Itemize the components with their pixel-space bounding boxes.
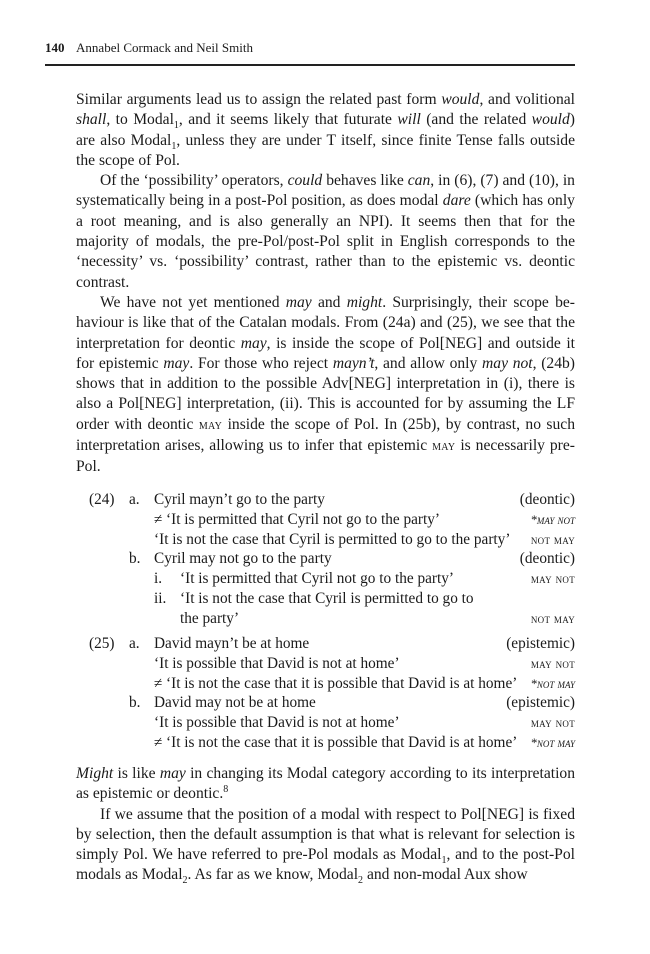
- text-run: , and allow only: [374, 354, 483, 372]
- italic-term: may not: [482, 354, 533, 372]
- page-number: 140: [45, 40, 65, 55]
- text-run: , and it seems likely that futurate: [178, 111, 398, 129]
- example-label: b.: [129, 694, 141, 711]
- example-24-25: [76, 490, 575, 750]
- italic-term: might: [346, 293, 383, 311]
- text-run: in changing its Modal category according to its interpretation as epistemic or deontic.: [76, 765, 575, 803]
- scope-tag: not may: [530, 611, 575, 626]
- italic-term: may: [240, 334, 267, 352]
- text-run: , to Modal: [106, 111, 174, 129]
- italic-term: can: [407, 172, 431, 190]
- text-run: behaves like: [322, 172, 408, 190]
- paragraph-4: [76, 764, 575, 805]
- gloss: ‘It is not the case that it is possible that David is at home’: [166, 675, 518, 692]
- text-run: (and the related: [420, 111, 532, 129]
- text-run: , in (6), (7) and (10), in systematically being in a post-Pol position, as does modal: [76, 172, 575, 210]
- text-run: is necessarily pre-Pol.: [76, 437, 575, 476]
- example-sentence: David may not be at home: [154, 694, 316, 711]
- subscript: 1: [441, 855, 447, 867]
- italic-term: could: [287, 172, 323, 190]
- paragraph-3: [76, 293, 575, 478]
- italic-term: will: [397, 111, 421, 129]
- italic-term: would: [531, 111, 570, 129]
- text-run: . For those who reject: [189, 354, 333, 372]
- text-run: , (24b) shows that in addition to the possible Adv[NEG] interpretation in (i), there is also a Pol[NEG] interpretation, (ii). This is accounted for by assuming the LF order with deontic: [76, 354, 576, 433]
- running-header: [45, 40, 575, 62]
- scope-tag: *not may: [530, 677, 575, 691]
- italic-term: shall: [76, 111, 107, 129]
- example-number: (24): [89, 491, 115, 508]
- example-label: a.: [129, 491, 140, 508]
- example-sentence: Cyril may not go to the party: [154, 550, 332, 567]
- text-run: Of the ‘possibility’ operators,: [100, 172, 288, 190]
- not-equal-symbol: ≠: [154, 734, 163, 751]
- text-run: and: [311, 293, 347, 311]
- body-text-top: [76, 90, 575, 478]
- gloss: ‘It is not the case that Cyril is permitted to go to the party’: [154, 531, 511, 548]
- gloss: ‘It is not the case that it is possible that David is at home’: [166, 734, 518, 751]
- example-label: b.: [129, 550, 141, 567]
- paragraph-5: [76, 805, 575, 886]
- text-run: ) are also Modal: [76, 111, 575, 149]
- scope-tag: *may not: [530, 513, 575, 527]
- example-label: a.: [129, 635, 140, 652]
- italic-term: would: [441, 91, 480, 108]
- subscript: 1: [171, 140, 177, 152]
- italic-term: dare: [442, 192, 471, 210]
- text-run: . As far as we know, Modal: [187, 866, 359, 884]
- text-run: We have not yet mentioned: [100, 293, 286, 311]
- text-run: , and volitional: [479, 91, 575, 108]
- gloss: ‘It is permitted that Cyril not go to the party’: [180, 570, 455, 587]
- subscript: 2: [358, 875, 364, 887]
- scope-tag: not may: [530, 532, 575, 547]
- italic-term: mayn’t: [332, 354, 375, 372]
- italic-term: may: [285, 293, 312, 311]
- gloss-line: [154, 733, 517, 753]
- italic-term: may: [159, 765, 186, 782]
- scope-tag: may not: [530, 715, 575, 730]
- gloss-line: [154, 674, 517, 694]
- paragraph-2: [76, 171, 575, 293]
- reading-tag: (deontic): [519, 491, 575, 508]
- small-caps-term: may: [432, 439, 456, 455]
- text-run: inside the scope of Pol. In (25b), by contrast, no such interpretation arises, allowing us to infer that epistemic: [76, 415, 576, 455]
- subscript: 1: [173, 120, 179, 132]
- italic-term: Might: [76, 765, 114, 782]
- reading-tag: (epistemic): [506, 694, 575, 711]
- gloss: ‘It is not the case that Cyril is permitted to go to: [180, 590, 474, 607]
- text-run: . Surprisingly, their scope behaviour is like that of the Catalan modals. From (24a) and (25), we see that the interpretation for deontic: [76, 293, 575, 352]
- footnote-marker: 8: [223, 784, 229, 796]
- gloss: ‘It is possible that David is not at home’: [154, 655, 400, 672]
- paragraph-1: [76, 90, 575, 171]
- scope-tag: *not may: [530, 736, 575, 750]
- example-number: (25): [89, 635, 115, 652]
- text-run: , is inside the scope of Pol[NEG] and outside it for epistemic: [76, 334, 576, 372]
- gloss: ‘It is permitted that Cyril not go to the party’: [166, 511, 441, 528]
- gloss-line: [154, 510, 440, 530]
- example-sentence: David mayn’t be at home: [154, 635, 310, 652]
- not-equal-symbol: ≠: [154, 675, 163, 692]
- sub-label: i.: [154, 570, 163, 587]
- text-run: Similar arguments lead us to assign the related past form: [76, 91, 442, 108]
- header-rule: [45, 64, 575, 66]
- text-run: (which has only a root meaning, and is also generally an NPI). It seems then that for the majority of modals, the pre-Pol/post-Pol split in English corresponds to the ‘necessity’ vs. ‘possibility’ contrast, rather than to the epistemic vs. deontic contrast.: [76, 192, 575, 291]
- sub-label: ii.: [154, 590, 167, 607]
- text-run: , unless they are under T itself, since finite Tense falls outside the scope of Pol.: [76, 131, 575, 169]
- italic-term: may: [163, 354, 190, 372]
- gloss: ‘It is possible that David is not at home’: [154, 714, 400, 731]
- example-sentence: Cyril mayn’t go to the party: [154, 491, 325, 508]
- text-run: , and to the post-Pol modals as Modal: [76, 846, 575, 884]
- text-run: is like: [113, 765, 160, 782]
- scope-tag: may not: [530, 571, 575, 586]
- small-caps-term: may: [198, 417, 223, 433]
- body-text-bottom: [76, 764, 575, 886]
- not-equal-symbol: ≠: [154, 511, 163, 528]
- running-head-authors: Annabel Cormack and Neil Smith: [76, 40, 253, 55]
- text-run: If we assume that the position of a modal with respect to Pol[NEG] is fixed by selection, then the default assumption is that what is relevant for selection is simply Pol. We have referred to pre-Pol modals as Modal: [76, 805, 575, 864]
- scope-tag: may not: [530, 656, 575, 671]
- reading-tag: (epistemic): [506, 635, 575, 652]
- reading-tag: (deontic): [519, 550, 575, 567]
- text-run: and non-modal Aux show: [363, 866, 528, 884]
- subscript: 2: [182, 875, 188, 887]
- gloss: the party’: [180, 610, 240, 627]
